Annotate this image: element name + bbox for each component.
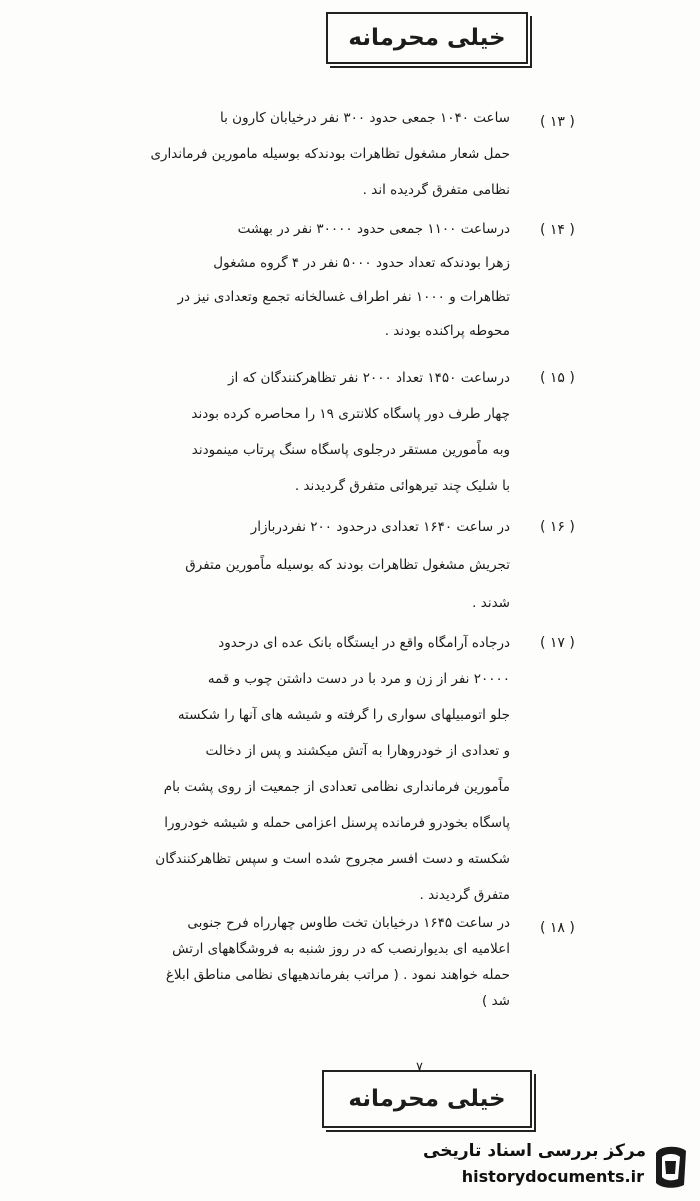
item-15-line-4: با شلیک چند تیرهوائی متفرق گردیدند . <box>294 478 510 494</box>
item-number-16: ( ۱۶ ) <box>540 519 575 535</box>
report-item-16 <box>96 508 510 622</box>
item-17-line-3: جلو اتومبیلهای سواری را گرفته و شیشه های آنها را شکسته <box>177 707 510 723</box>
report-item-13 <box>96 100 510 208</box>
report-item-17 <box>96 625 510 913</box>
item-14-line-3: تظاهرات و ۱۰۰۰ نفر اطراف غسالخانه تجمع وتعدادی نیز در <box>177 289 510 305</box>
archive-logo-icon <box>650 1141 690 1193</box>
item-14-line-4: محوطه پراکنده بودند . <box>384 323 510 339</box>
report-item-18 <box>96 910 510 1014</box>
top-stamp-text: خیلی محرمانه <box>348 25 506 51</box>
bottom-confidential-stamp <box>322 1070 532 1128</box>
item-17-line-2: ۲۰۰۰۰ نفر از زن و مرد با در دست داشتن چوب و قمه <box>207 671 510 687</box>
item-number-18: ( ۱۸ ) <box>540 920 575 936</box>
item-15-line-2: چهار طرف دور پاسگاه کلانتری ۱۹ را محاصره کرده بودند <box>191 406 510 422</box>
item-17-line-8: متفرق گردیدند . <box>419 887 510 903</box>
report-item-14 <box>96 212 510 348</box>
item-17-line-5: ماًمورین فرمانداری نظامی تعدادی از جمعیت از روی پشت بام <box>163 779 510 795</box>
item-17-line-1: درجاده آرامگاه واقع در ایستگاه بانک عده ای درحدود <box>218 635 510 651</box>
item-18-line-1: در ساعت ۱۶۴۵ درخیابان تخت طاوس چهارراه فرح جنوبی <box>187 915 510 931</box>
item-13-line-2: حمل شعار مشغول تظاهرات بودندکه بوسیله مامورین فرمانداری <box>150 146 510 162</box>
item-number-13: ( ۱۳ ) <box>540 114 575 130</box>
item-15-line-1: درساعت ۱۴۵۰ تعداد ۲۰۰۰ نفر تظاهرکنندگان که از <box>227 370 510 386</box>
item-17-line-6: پاسگاه بخودرو فرمانده پرسنل اعزامی حمله و شیشه خودرورا <box>164 815 510 831</box>
item-16-line-1: در ساعت ۱۶۴۰ تعدادی درحدود ۲۰۰ نفردربازار <box>250 519 510 535</box>
item-17-line-4: و تعدادی از خودروهارا به آتش میکشند و پس از دخالت <box>205 743 510 759</box>
archive-watermark <box>423 1141 646 1193</box>
bottom-stamp-text: خیلی محرمانه <box>348 1086 506 1112</box>
item-number-15: ( ۱۵ ) <box>540 370 575 386</box>
item-18-line-3: حمله خواهند نمود . ( مراتب بفرماندهیهای نظامی مناطق ابلاغ <box>165 967 510 983</box>
watermark-title: مرکز بررسی اسناد تاریخی <box>423 1141 646 1161</box>
page-number: ۷ <box>416 1060 423 1075</box>
item-16-line-2: تجریش مشغول تظاهرات بودند که بوسیله ماًمورین متفرق <box>185 557 510 573</box>
item-number-17: ( ۱۷ ) <box>540 635 575 651</box>
watermark-url: historydocuments.ir <box>461 1167 644 1186</box>
report-item-15 <box>96 360 510 504</box>
item-16-line-3: شدند . <box>472 595 510 611</box>
item-13-line-3: نظامی متفرق گردیده اند . <box>362 182 510 198</box>
item-17-line-7: شکسته و دست افسر مجروح شده است و سپس تظاهرکنندگان <box>155 851 510 867</box>
item-13-line-1: ساعت ۱۰۴۰ جمعی حدود ۳۰۰ نفر درخیابان کارون با <box>220 110 510 126</box>
top-confidential-stamp <box>326 12 528 64</box>
item-number-14: ( ۱۴ ) <box>540 222 575 238</box>
item-14-line-1: درساعت ۱۱۰۰ جمعی حدود ۳۰۰۰۰ نفر در بهشت <box>237 221 510 237</box>
item-15-line-3: وبه ماًمورین مستقر درجلوی پاسگاه سنگ پرتاب مینمودند <box>191 442 510 458</box>
item-18-line-4: شد ) <box>482 993 510 1009</box>
item-14-line-2: زهرا بودندکه تعداد حدود ۵۰۰۰ نفر در ۴ گروه مشغول <box>213 255 510 271</box>
item-18-line-2: اعلامیه ای بدیوارنصب که در روز شنبه به فروشگاههای ارتش <box>172 941 510 957</box>
